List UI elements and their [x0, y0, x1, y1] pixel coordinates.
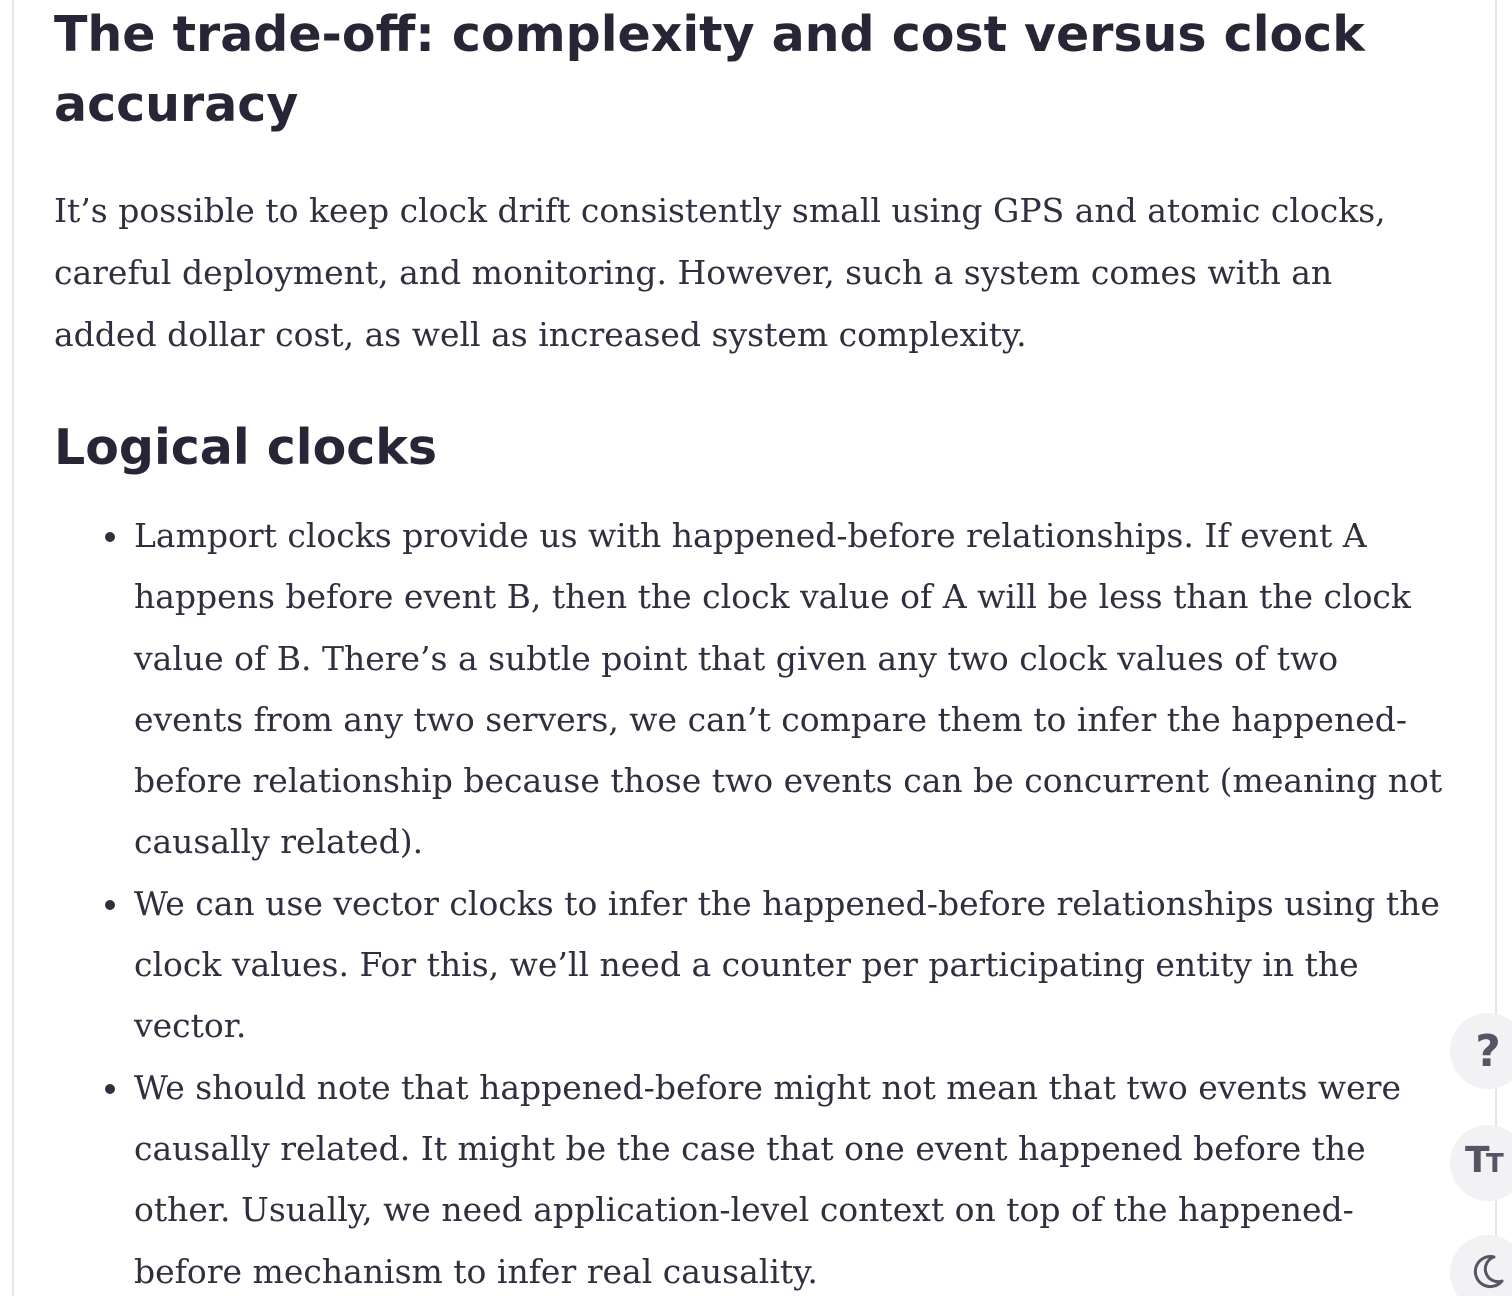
text-size-button[interactable]: [1450, 1125, 1512, 1201]
help-button[interactable]: [1450, 1013, 1512, 1089]
heading-tradeoff: The trade-off: complexity and cost versus clock accuracy: [54, 6, 1365, 133]
list-item-text: We should note that happened-before might not mean that two events were causally related. It might be the case that one event happened before the other. Usually, we need application-level context on top of the happened-before mechanism to infer real causality.: [134, 1067, 1401, 1291]
bullet-icon: [105, 900, 115, 910]
svg-text:T: T: [1465, 1139, 1490, 1179]
logical-clocks-list: [54, 505, 1454, 1296]
list-item-text: Lamport clocks provide us with happened-before relationships. If event A happens before event B, then the clock value of A will be less than the clock value of B. There’s a subtle point that given any two clock values of two events from any two servers, we can’t compare them to infer the happened-before relationship because those two events can be concurrent (meaning not causally related).: [134, 516, 1443, 862]
list-item: [54, 505, 1444, 873]
question-mark-icon: ?: [1475, 1025, 1501, 1077]
content-left-border: [12, 0, 14, 1296]
theme-toggle-button[interactable]: [1450, 1235, 1512, 1296]
list-item-text: We can use vector clocks to infer the happened-before relationships using the clock values. For this, we’ll need a counter per participating entity in the vector.: [134, 883, 1440, 1046]
text-size-icon: [1465, 1139, 1511, 1188]
list-item: [54, 873, 1444, 1057]
list-item: [54, 1057, 1444, 1296]
paragraph-tradeoff: It’s possible to keep clock drift consistently small using GPS and atomic clocks, careful deployment, and monitoring. However, such a system comes with an added dollar cost, as well as increased system complexity.: [54, 191, 1386, 354]
bullet-icon: [105, 532, 115, 542]
bullet-icon: [105, 1084, 115, 1094]
content-right-border: [1495, 0, 1497, 1296]
heading-logical-clocks: Logical clocks: [54, 419, 438, 476]
article-content: [54, 0, 1454, 1296]
svg-text:T: T: [1486, 1148, 1504, 1179]
moon-icon: [1468, 1251, 1508, 1295]
